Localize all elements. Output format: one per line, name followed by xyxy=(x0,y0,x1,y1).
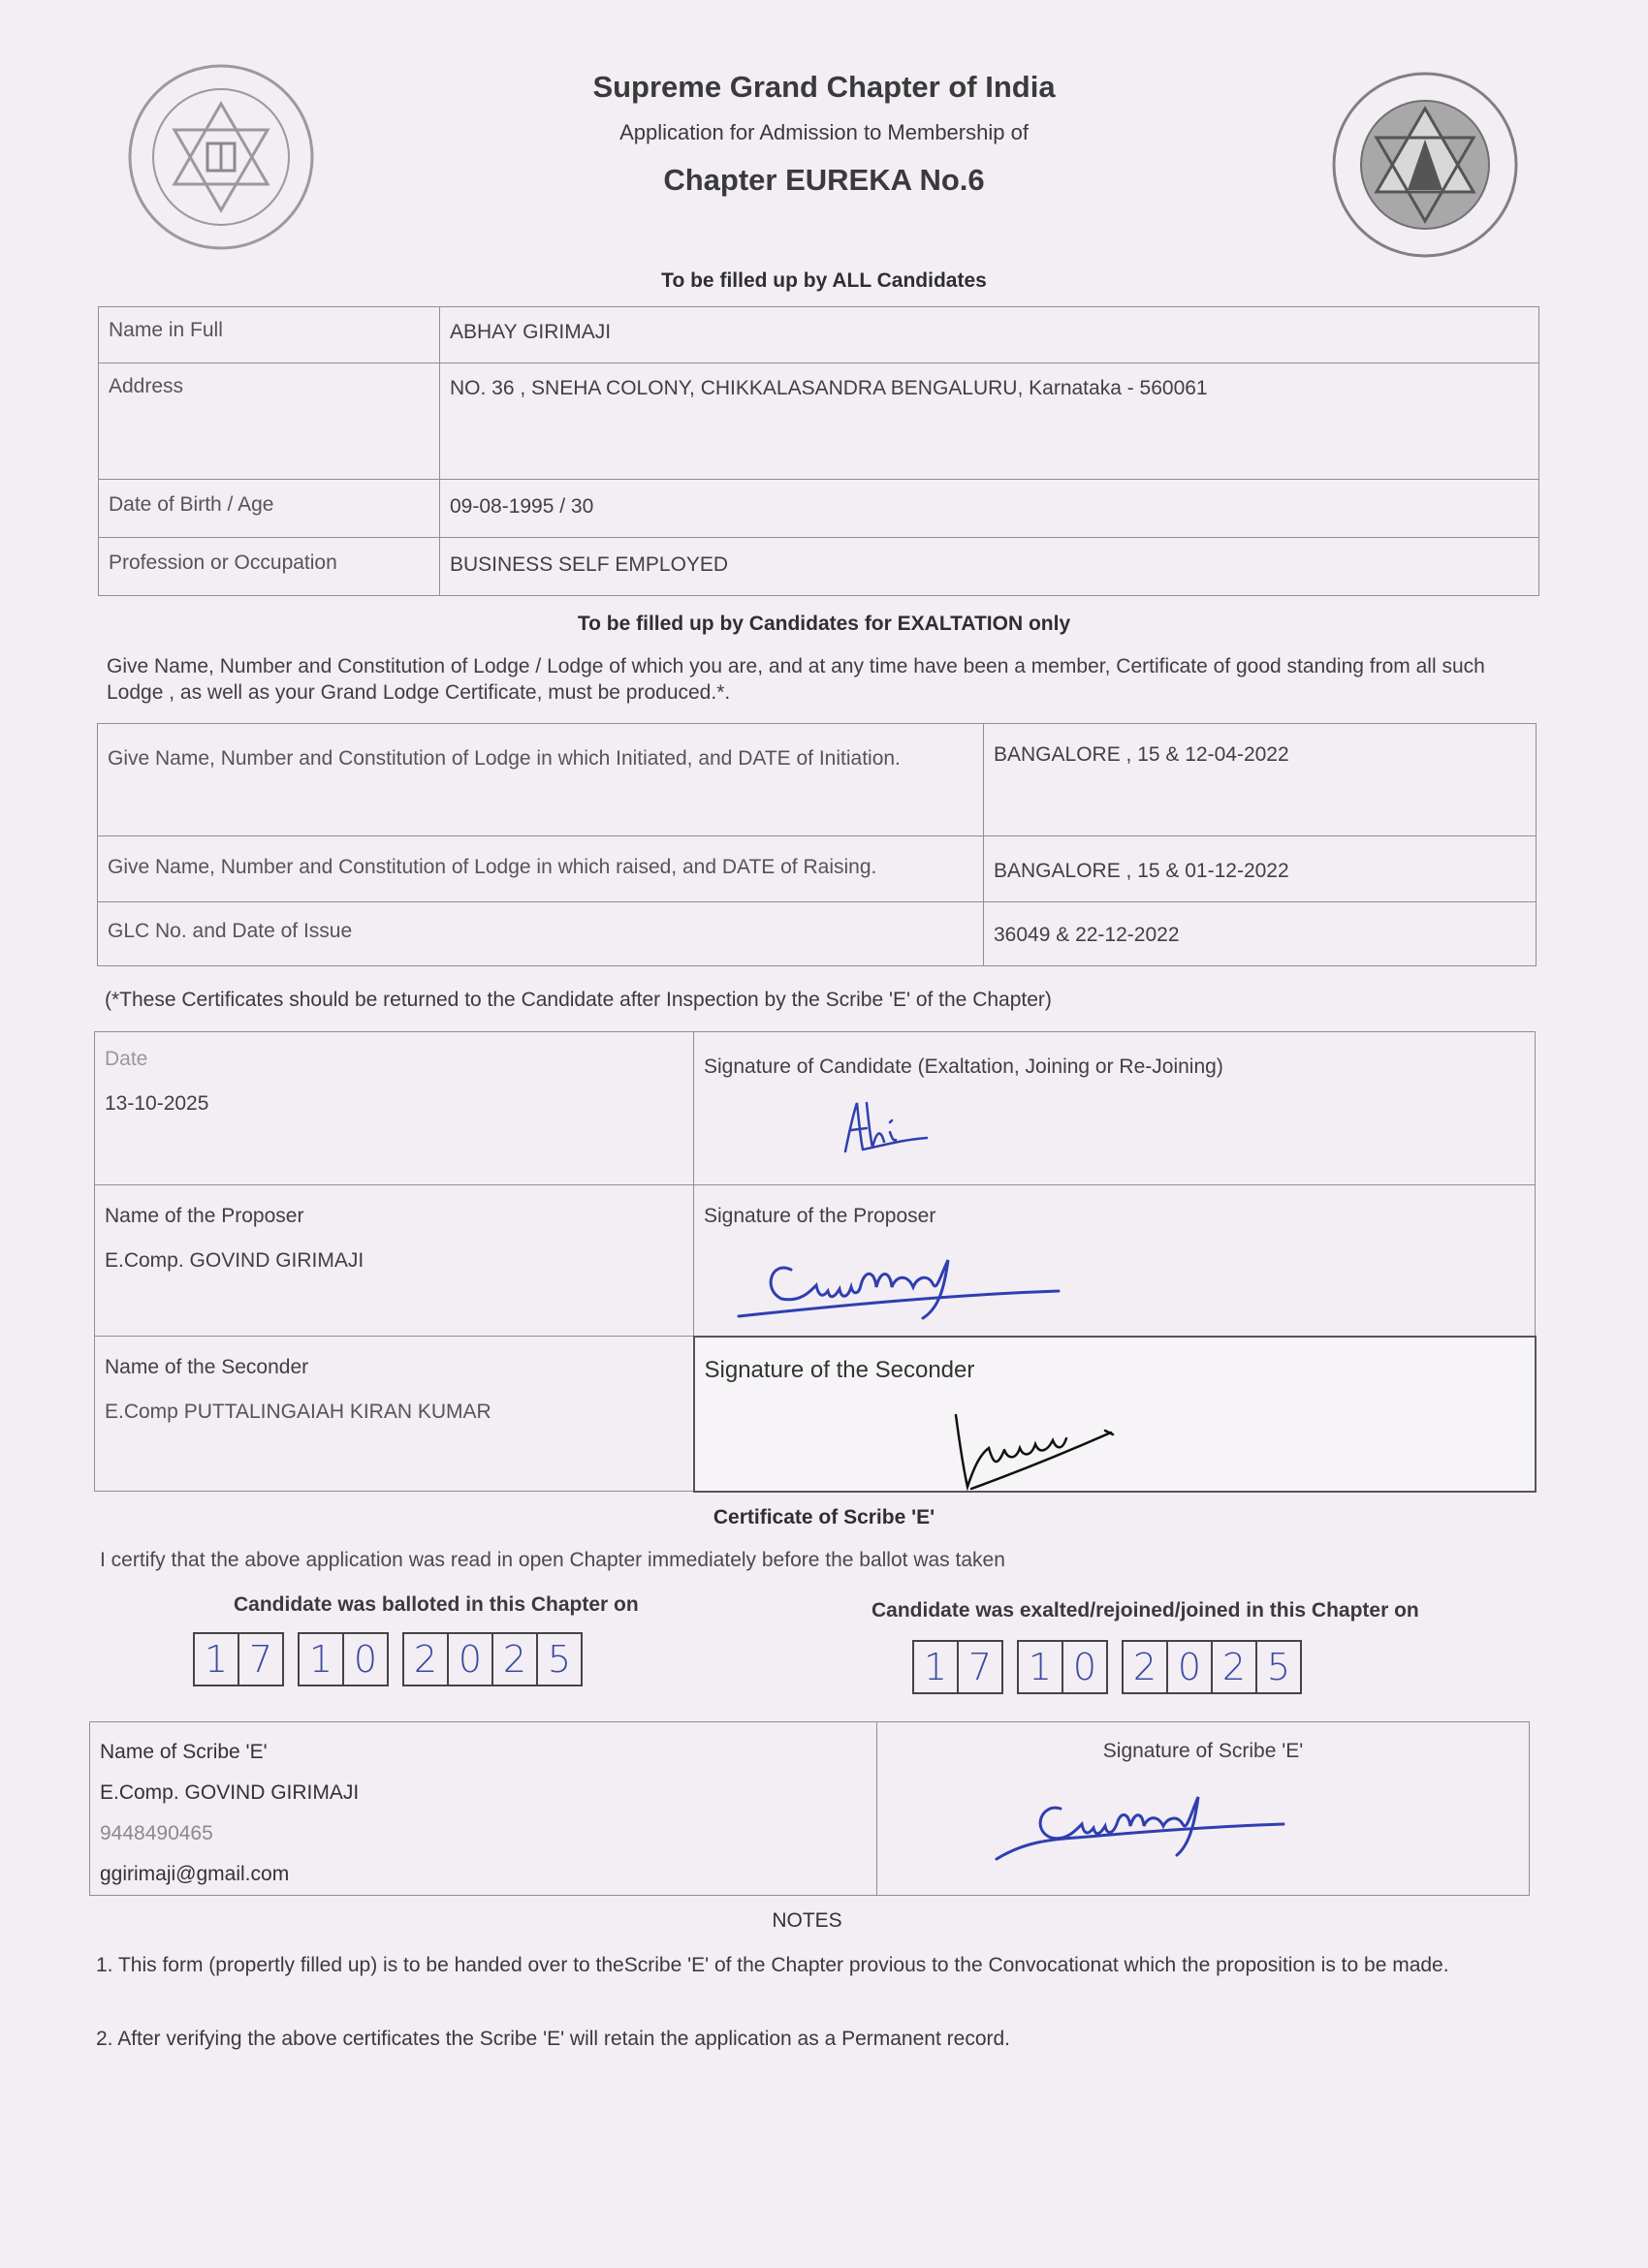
notes-heading: NOTES xyxy=(772,1909,842,1932)
proposer-value: E.Comp. GOVIND GIRIMAJI xyxy=(105,1249,364,1272)
date-digit-box: 1 xyxy=(912,1640,959,1694)
date-digit-box: 7 xyxy=(238,1632,284,1686)
date-digit-box: 0 xyxy=(447,1632,493,1686)
proposer-label: Name of the Proposer xyxy=(105,1205,304,1227)
address-value: NO. 36 , SNEHA COLONY, CHIKKALASANDRA BENGALURU, Karnataka - 560061 xyxy=(440,363,1539,480)
exalt-intro: Give Name, Number and Constitution of Lodge / Lodge of which you are, and at any time have been a member, Certificate of good standing from all such Lodge , as well as your Grand Lodge Certificate, must be produced.*. xyxy=(107,655,1485,704)
raising-label: Give Name, Number and Constitution of Lodge in which raised, and DATE of Raising. xyxy=(98,836,984,902)
date-digit-box: 0 xyxy=(342,1632,389,1686)
initiation-value: BANGALORE , 15 & 12-04-2022 xyxy=(984,724,1537,836)
name-value: ABHAY GIRIMAJI xyxy=(440,307,1539,363)
date-digit-box: 1 xyxy=(298,1632,344,1686)
scribe-certificate-heading: Certificate of Scribe 'E' xyxy=(713,1506,935,1528)
date-digit-box: 1 xyxy=(193,1632,239,1686)
balloted-label: Candidate was balloted in this Chapter on xyxy=(234,1593,639,1616)
raising-value: BANGALORE , 15 & 01-12-2022 xyxy=(984,836,1537,902)
seconder-label: Name of the Seconder xyxy=(105,1356,309,1378)
date-digit-box: 0 xyxy=(1166,1640,1213,1694)
date-digit-box: 7 xyxy=(957,1640,1003,1694)
date-digit-box: 0 xyxy=(1062,1640,1108,1694)
seconder-signature-label: Signature of the Seconder xyxy=(694,1337,1536,1492)
dob-label: Date of Birth / Age xyxy=(99,480,440,538)
dob-value: 09-08-1995 / 30 xyxy=(440,480,1539,538)
seconder-value: E.Comp PUTTALINGAIAH KIRAN KUMAR xyxy=(105,1401,491,1423)
date-value: 13-10-2025 xyxy=(105,1092,209,1115)
date-digit-box: 2 xyxy=(402,1632,449,1686)
scribe-table xyxy=(89,1721,1530,1896)
balloted-date-boxes xyxy=(193,1632,596,1686)
scribe-signature-label: Signature of Scribe 'E' xyxy=(877,1722,1530,1896)
proposer-signature xyxy=(733,1231,1062,1328)
seconder-signature xyxy=(946,1405,1121,1493)
section-all-heading: To be filled up by ALL Candidates xyxy=(661,269,987,292)
occupation-label: Profession or Occupation xyxy=(99,538,440,596)
candidate-signature-label: Signature of Candidate (Exaltation, Joining or Re-Joining) xyxy=(694,1032,1536,1185)
proposer-signature-label: Signature of the Proposer xyxy=(694,1185,1536,1337)
scribe-email: ggirimaji@gmail.com xyxy=(100,1863,290,1885)
note-item: 1. This form (propertly filled up) is to be handed over to theScribe 'E' of the Chapter provious to the Convocationat which the proposition is to be made. xyxy=(96,1954,1449,1976)
note-item: 2. After verifying the above certificates the Scribe 'E' will retain the application as a Permanent record. xyxy=(96,2028,1011,2050)
glc-value: 36049 & 22-12-2022 xyxy=(984,902,1537,966)
scribe-name-label: Name of Scribe 'E' xyxy=(100,1741,268,1763)
glc-label: GLC No. and Date of Issue xyxy=(98,902,984,966)
date-digit-box: 2 xyxy=(491,1632,538,1686)
candidate-details-table xyxy=(98,306,1539,596)
date-digit-box: 5 xyxy=(536,1632,583,1686)
certificates-footnote: (*These Certificates should be returned to the Candidate after Inspection by the Scribe 'E' of the Chapter) xyxy=(105,989,1052,1011)
date-label: Date xyxy=(105,1048,148,1070)
form-subtitle: Application for Admission to Membership of xyxy=(619,120,1029,144)
scribe-name-value: E.Comp. GOVIND GIRIMAJI xyxy=(100,1781,360,1804)
exalted-label: Candidate was exalted/rejoined/joined in this Chapter on xyxy=(872,1599,1419,1622)
section-exalt-heading: To be filled up by Candidates for EXALTATION only xyxy=(577,613,1071,635)
date-digit-box: 1 xyxy=(1017,1640,1063,1694)
chapter-title: Chapter EUREKA No.6 xyxy=(663,163,985,197)
date-digit-box: 5 xyxy=(1255,1640,1302,1694)
scribe-signature xyxy=(993,1770,1303,1867)
lodge-table xyxy=(97,723,1537,966)
date-digit-box: 2 xyxy=(1122,1640,1168,1694)
exalted-date-boxes xyxy=(912,1640,1315,1694)
date-digit-box: 2 xyxy=(1211,1640,1257,1694)
candidate-signature xyxy=(834,1093,940,1161)
initiation-label: Give Name, Number and Constitution of Lodge in which Initiated, and DATE of Initiation. xyxy=(98,724,984,836)
org-title: Supreme Grand Chapter of India xyxy=(592,70,1056,104)
scribe-certify-text: I certify that the above application was read in open Chapter immediately before the ballot was taken xyxy=(100,1549,1005,1571)
name-label: Name in Full xyxy=(99,307,440,363)
address-label: Address xyxy=(99,363,440,480)
occupation-value: BUSINESS SELF EMPLOYED xyxy=(440,538,1539,596)
scribe-phone: 9448490465 xyxy=(100,1822,213,1844)
